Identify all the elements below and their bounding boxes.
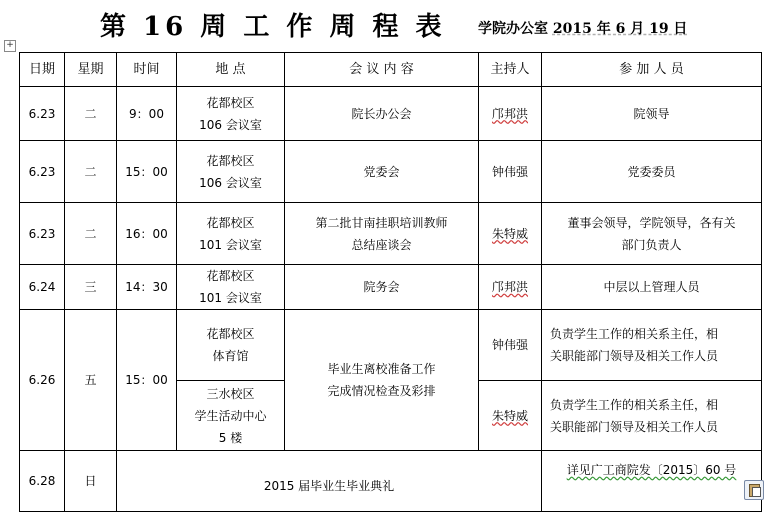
cell-content: 党委会 — [285, 141, 479, 203]
cell-weekday: 三 — [65, 265, 117, 310]
cell-content: 院长办公会 — [285, 87, 479, 141]
cell-host — [479, 381, 542, 451]
cell-weekday: 日 — [65, 451, 117, 512]
issue-date: 2015 年 6 月 19 日 — [552, 21, 688, 37]
cell-content: 毕业生离校准备工作 完成情况检查及彩排 — [285, 310, 479, 451]
cell-weekday: 五 — [65, 310, 117, 451]
header-attendees: 参 加 人 员 — [542, 53, 762, 87]
cell-attendees: 中层以上管理人员 — [542, 265, 762, 310]
table-row — [20, 141, 762, 203]
cell-host — [479, 87, 542, 141]
cell-date: 6.23 — [20, 203, 65, 265]
cell-attendees: 负责学生工作的相关系主任，相 关职能部门领导及相关工作人员 — [542, 310, 762, 381]
cell-date: 6.28 — [20, 451, 65, 512]
header-host: 主持人 — [479, 53, 542, 87]
cell-location: 花都校区 101 会议室 — [177, 203, 285, 265]
cell-time: 16：00 — [117, 203, 177, 265]
cell-time: 15：00 — [117, 310, 177, 451]
cell-content: 第二批甘南挂职培训教师 总结座谈会 — [285, 203, 479, 265]
table-row — [20, 451, 762, 512]
header-time: 时间 — [117, 53, 177, 87]
table-header-row — [20, 53, 762, 87]
paste-options-icon[interactable] — [744, 480, 764, 500]
cell-host — [479, 265, 542, 310]
weekly-schedule-table — [19, 52, 762, 512]
table-move-handle-icon[interactable]: + — [4, 40, 16, 52]
cell-attendees — [542, 451, 762, 512]
cell-location: 花都校区 体育馆 — [177, 310, 285, 381]
cell-date: 6.23 — [20, 141, 65, 203]
host-name: 邝邦洪 — [491, 280, 528, 294]
cell-weekday: 二 — [65, 87, 117, 141]
cell-location: 花都校区 106 会议室 — [177, 87, 285, 141]
cell-attendees: 负责学生工作的相关系主任，相 关职能部门领导及相关工作人员 — [542, 381, 762, 451]
cell-attendees: 党委委员 — [542, 141, 762, 203]
cell-time: 14：30 — [117, 265, 177, 310]
cell-date: 6.26 — [20, 310, 65, 451]
header-content: 会 议 内 容 — [285, 53, 479, 87]
reference-document: 详见广工商院发〔2015〕60 号 — [566, 463, 737, 477]
header-location: 地 点 — [177, 53, 285, 87]
cell-weekday: 二 — [65, 141, 117, 203]
issuer-office: 学院办公室 — [478, 21, 548, 37]
table-row — [20, 87, 762, 141]
cell-location: 花都校区 101 会议室 — [177, 265, 285, 310]
cell-attendees: 院领导 — [542, 87, 762, 141]
host-name: 邝邦洪 — [491, 106, 528, 121]
host-name: 朱特威 — [491, 226, 528, 241]
cell-host: 钟伟强 — [479, 310, 542, 381]
cell-date: 6.23 — [20, 87, 65, 141]
cell-content: 2015 届毕业生毕业典礼 — [117, 451, 542, 512]
cell-date: 6.24 — [20, 265, 65, 310]
cell-content: 院务会 — [285, 265, 479, 310]
table-row — [20, 265, 762, 310]
issuer-and-date — [478, 18, 687, 38]
schedule-title: 第 16 周 工 作 周 程 表 — [100, 12, 446, 42]
cell-host: 钟伟强 — [479, 141, 542, 203]
table-row — [20, 203, 762, 265]
cell-host — [479, 203, 542, 265]
host-name: 朱特威 — [491, 408, 528, 423]
cell-location: 花都校区 106 会议室 — [177, 141, 285, 203]
header-date: 日期 — [20, 53, 65, 87]
cell-weekday: 二 — [65, 203, 117, 265]
cell-time: 9：00 — [117, 87, 177, 141]
cell-location: 三水校区 学生活动中心 5 楼 — [177, 381, 285, 451]
cell-time: 15：00 — [117, 141, 177, 203]
cell-attendees: 董事会领导，学院领导，各有关 部门负责人 — [542, 203, 762, 265]
table-row — [20, 310, 762, 381]
header-weekday: 星期 — [65, 53, 117, 87]
